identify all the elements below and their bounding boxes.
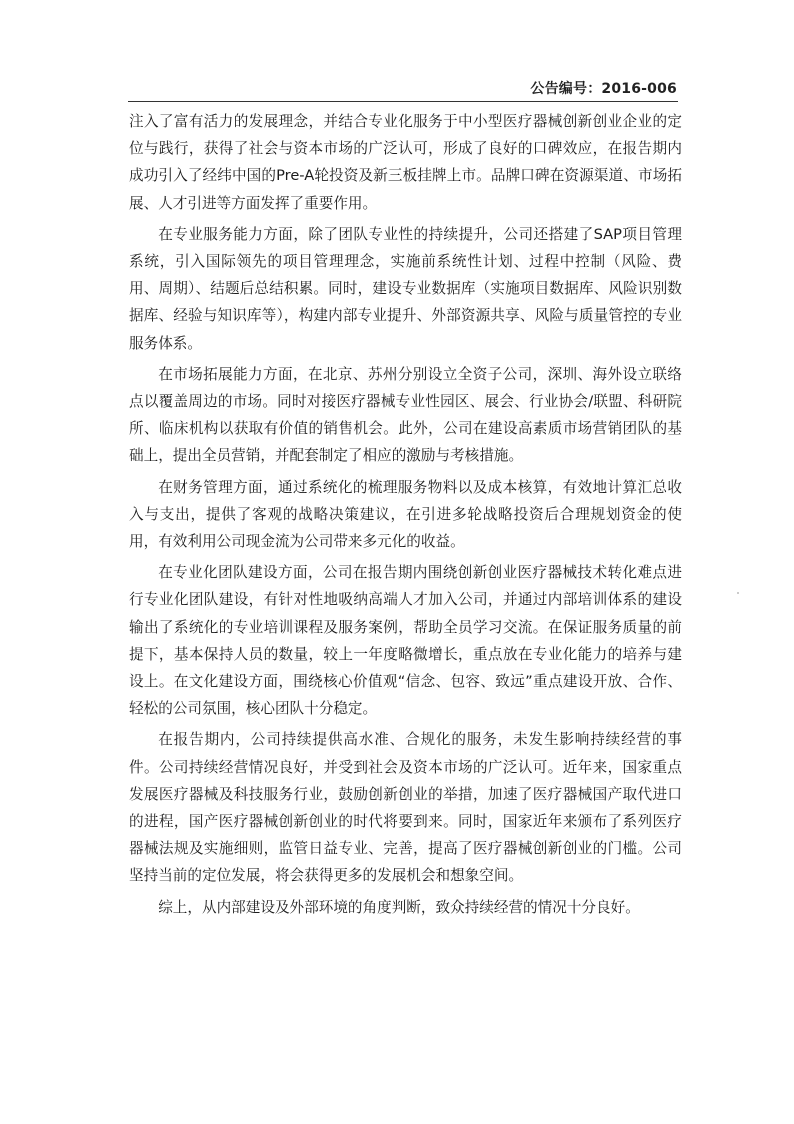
scan-speck (737, 592, 739, 594)
paragraph-service-capability: 在专业服务能力方面，除了团队专业性的持续提升，公司还搭建了SAP项目管理系统，引入国际领先的项目管理理念，实施前系统性计划、过程中控制（风险、费用、周期）、结题后总结积累。同时，建设专业数据库（实施项目数据库、风险识别数据库、经验与知识库等），构建内部专业提升、外部资源共享、风险与质量管控的专业服务体系。 (129, 225, 682, 352)
paragraph-financial-management: 在财务管理方面，通过系统化的梳理服务物料以及成本核算，有效地计算汇总收入与支出，提供了客观的战略决策建议，在引进多轮战略投资后合理规划资金的使用，有效利用公司现金流为公司带来多元化的收益。 (129, 478, 682, 551)
paragraph-market-expansion: 在市场拓展能力方面，在北京、苏州分别设立全资子公司，深圳、海外设立联络点以覆盖周边的市场。同时对接医疗器械专业性园区、展会、行业协会/联盟、科研院所、临床机构以获取有价值的销售机会。此外，公司在建设高素质市场营销团队的基础上，提出全员营销，并配套制定了相应的激励与考核措施。 (129, 365, 682, 465)
announcement-code: 公告编号：2016-006 (530, 81, 677, 97)
document-body (129, 108, 682, 921)
paragraph-team-building: 在专业化团队建设方面，公司在报告期内围绕创新创业医疗器械技术转化难点进行专业化团队建设，有针对性地吸纳高端人才加入公司，并通过内部培训体系的建设输出了系统化的专业培训课程及服务案例，帮助全员学习交流。在保证服务质量的前提下，基本保持人员的数量，较上一年度略微增长，重点放在专业化能力的培养与建设上。在文化建设方面，围绕核心价值观“信念、包容、致远”重点建设开放、合作、轻松的公司氛围，核心团队十分稳定。 (129, 564, 682, 718)
paragraph-going-concern: 在报告期内，公司持续提供高水准、合规化的服务，未发生影响持续经营的事件。公司持续经营情况良好，并受到社会及资本市场的广泛认可。近年来，国家重点发展医疗器械及科技服务行业，鼓励创新创业的举措，加速了医疗器械国产取代进口的进程，国产医疗器械创新创业的时代将要到来。同时，国家近年来颁布了系列医疗器械法规及实施细则，监管日益专业、完善，提高了医疗器械创新创业的门槛。公司坚持当前的定位发展，将会获得更多的发展机会和想象空间。 (129, 731, 682, 885)
paragraph-conclusion: 综上，从内部建设及外部环境的角度判断，致众持续经营的情况十分良好。 (158, 898, 640, 916)
header-divider (128, 101, 678, 102)
paragraph-brand: 注入了富有活力的发展理念，并结合专业化服务于中小型医疗器械创新创业企业的定位与践行，获得了社会与资本市场的广泛认可，形成了良好的口碑效应，在报告期内成功引入了经纬中国的Pre-A轮投资及新三板挂牌上市。品牌口碑在资源渠道、市场拓展、人才引进等方面发挥了重要作用。 (129, 113, 682, 212)
